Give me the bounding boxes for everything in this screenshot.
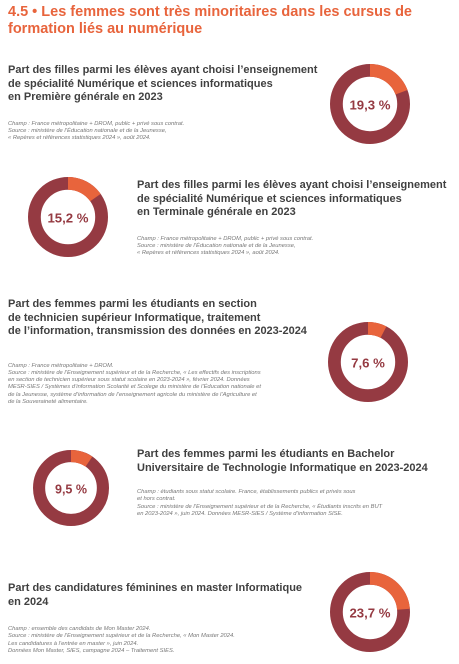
source-note: Champ : étudiants sous statut scolaire. France, établissements publics et privés sous et hors contrat. Source : ministère de l’Enseignement supérieur et de la Recherche, « Étudiants inscrits en BUT en 2023-2024 », juin 2024. Données MESR-SIES / Système d’information SISE. [137,489,383,517]
section-but-informatique [137,448,457,518]
donut-chart [33,450,109,526]
donut-svg [328,322,408,402]
source-note: Champ : France métropolitaine + DROM, public + privé sous contrat. Source : ministère de l’Éducation nationale et de la Jeunesse, « Repères et références statistiques 2024 », août 2024. [8,120,185,142]
donut-svg [330,64,410,144]
donut-svg [330,572,410,652]
donut-share-slice [370,70,401,92]
section-nsi-premiere [8,64,328,142]
source-note: Champ : France métropolitaine + DROM, public + privé sous contrat. Source : ministère de l’Éducation nationale et de la Jeunesse, « Repères et références statistiques 2024 », août 2024. [137,235,314,257]
source-note: Champ : France métropolitaine + DROM. Source : ministère de l’Enseignement supérieur et de la Recherche, « Les effectifs des inscriptions en section de technicien supérieur sous statut scolaire en 2023-2024 », février 2024. Données MESR-SIES / Systèmes d’information Scolarité et Scolege du ministère de l’Éducation nationale et de la Jeunesse, système d’information de l’enseignement agricole du ministère de l’Agriculture et de la Souveraineté alimentaire. [8,362,261,405]
donut-value-label: 23,7 % [349,605,391,621]
section-heading: Part des femmes parmi les étudiants en section de technicien supérieur Informatique, traitement de l’information, transmission des données en 2023-2024 [8,298,307,338]
donut-svg [28,177,108,257]
page-title: 4.5 • Les femmes sont très minoritaires dans les cursus de formation liés au numérique [8,4,412,37]
donut-chart [328,322,408,402]
donut-value-label: 19,3 % [349,97,391,113]
source-note: Champ : ensemble des candidats de Mon Master 2024. Source : ministère de l’Enseignement supérieur et de la Recherche, « Mon Master 2024. Les candidatures à l’entrée en master », juin 2024. Données Mon Master, SIES, campagne 2024 – Traitement SIES. [8,626,235,654]
section-heading: Part des filles parmi les élèves ayant choisi l’enseignement de spécialité Numérique et sciences informatiques en Terminale générale en 2023 [137,179,447,219]
section-heading: Part des filles parmi les élèves ayant choisi l’enseignement de spécialité Numérique et sciences informatiques en Première générale en 2023 [8,64,318,104]
donut-chart [330,572,410,652]
donut-share-slice [68,183,95,197]
donut-chart [330,64,410,144]
donut-share-slice [368,328,383,332]
section-master-informatique [8,582,328,655]
section-nsi-terminale [137,179,457,257]
donut-share-slice [71,456,89,462]
section-heading: Part des femmes parmi les étudiants en Bachelor Universitaire de Technologie Informatique en 2023-2024 [137,448,428,474]
donut-value-label: 15,2 % [47,210,89,226]
section-bts-informatique [8,298,338,406]
donut-value-label: 9,5 % [54,482,88,497]
donut-value-label: 7,6 % [351,355,385,371]
section-heading: Part des candidatures féminines en master Informatique en 2024 [8,582,303,608]
donut-svg [33,450,109,526]
donut-chart [28,177,108,257]
